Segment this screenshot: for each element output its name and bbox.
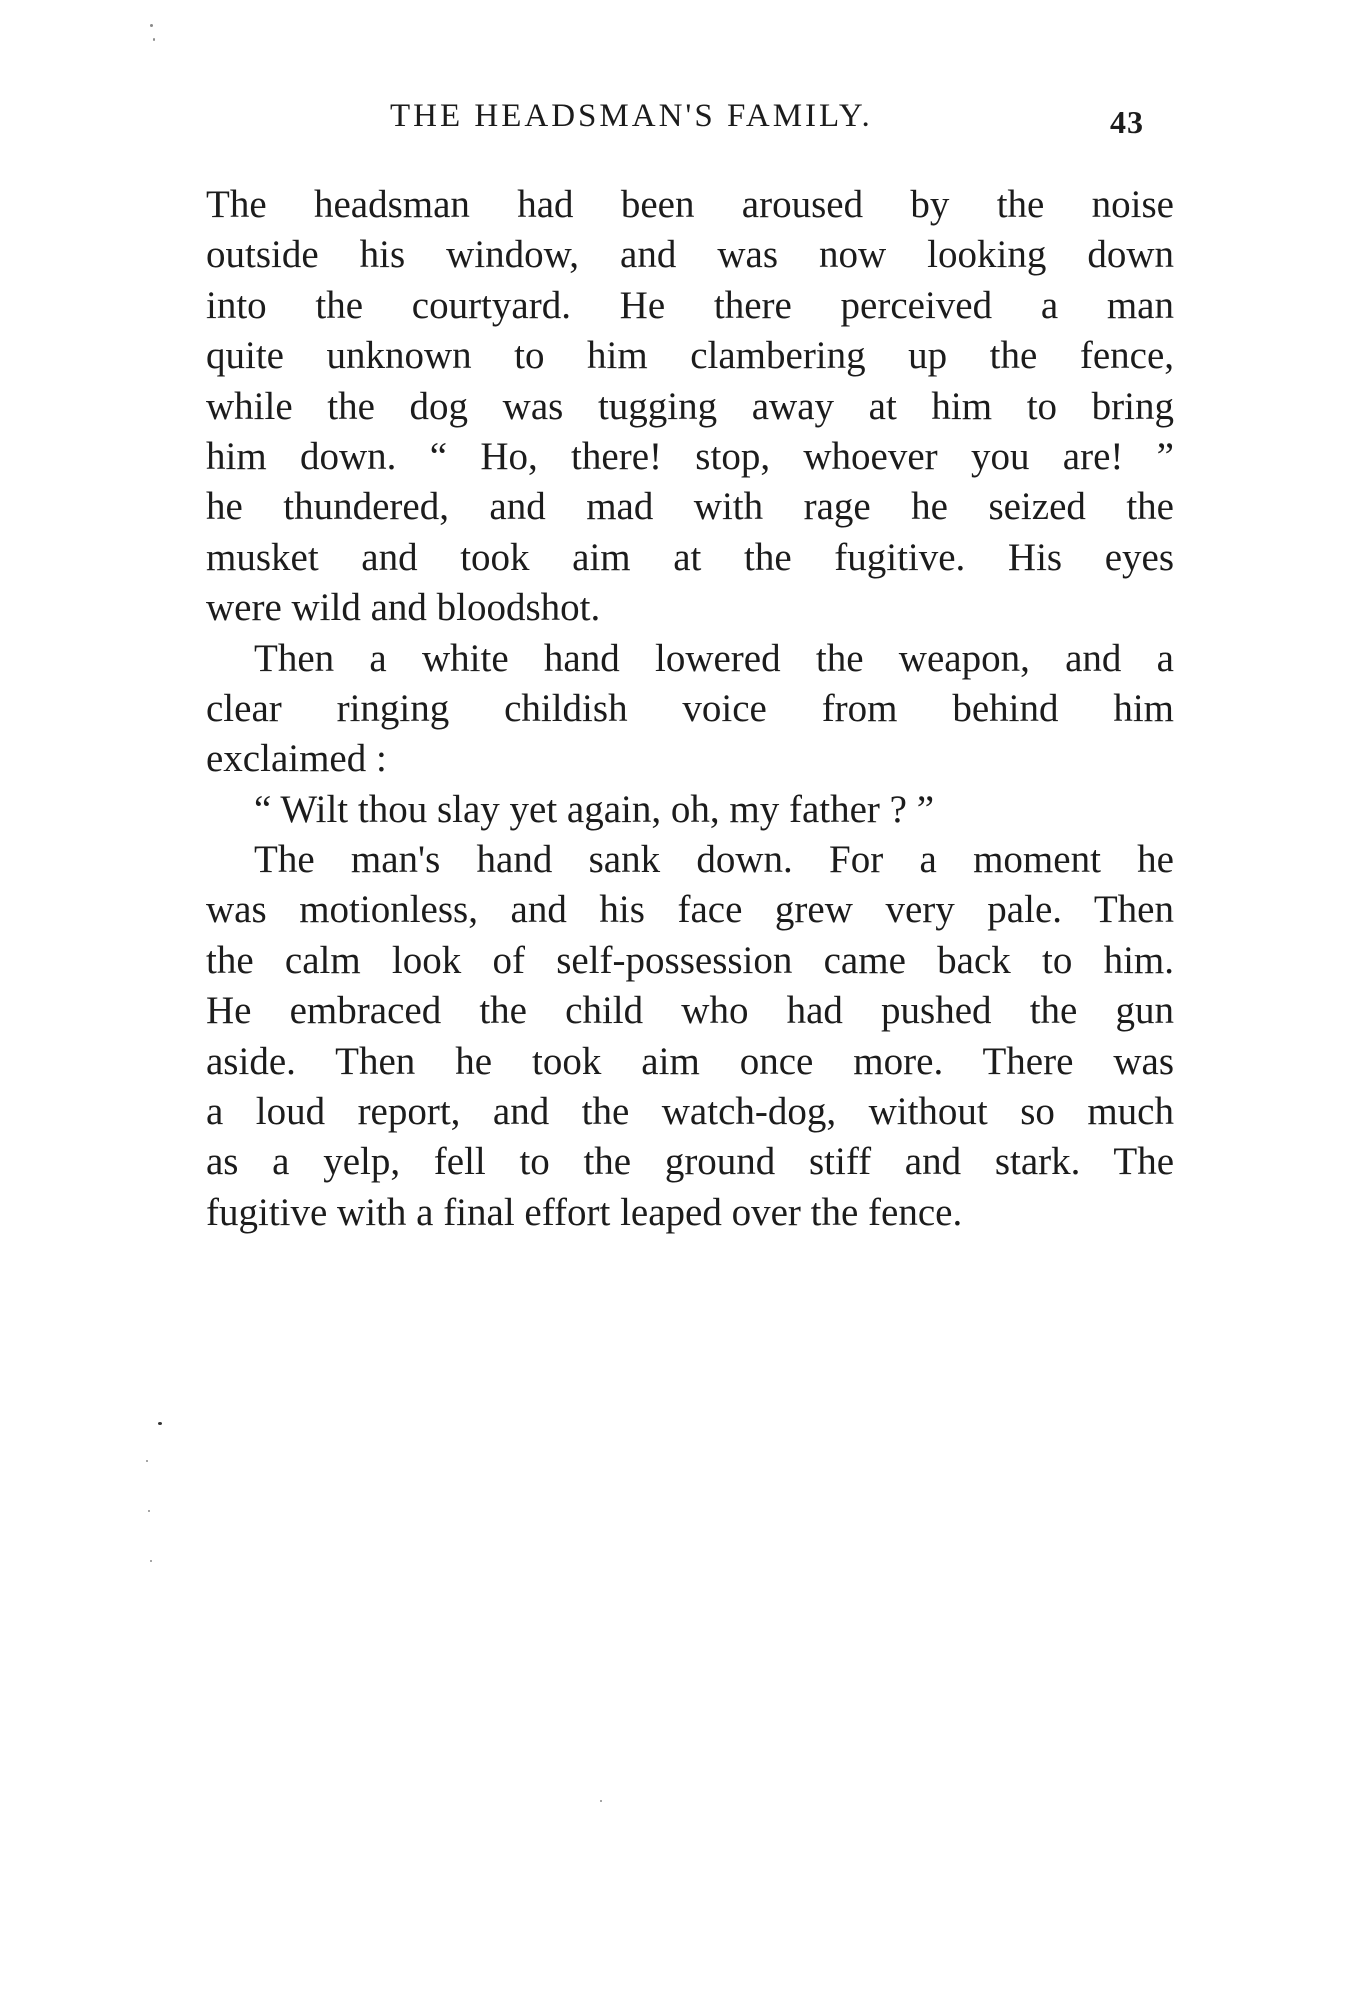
text-line: were wild and bloodshot. <box>206 586 601 630</box>
text-line: aside. Then he took aim once more. There was <box>206 1039 1174 1083</box>
text-line: as a yelp, fell to the ground stiff and stark. The <box>206 1140 1174 1184</box>
text-line: was motionless, and his face grew very pale. Then <box>206 888 1174 932</box>
scan-speck <box>150 24 153 27</box>
text-line: a loud report, and the watch-dog, without so much <box>206 1090 1174 1134</box>
text-line: the calm look of self-possession came back to him. <box>206 938 1174 982</box>
text-line: He embraced the child who had pushed the gun <box>206 989 1174 1033</box>
scan-speck <box>150 1560 152 1562</box>
text-line: he thundered, and mad with rage he seized the <box>206 485 1174 529</box>
scan-speck <box>600 1800 602 1802</box>
text-line: The man's hand sank down. For a moment he <box>254 838 1174 882</box>
text-line: musket and took aim at the fugitive. His eyes <box>206 535 1174 579</box>
text-line: fugitive with a final effort leaped over the fence. <box>206 1190 963 1234</box>
scan-speck <box>148 1510 150 1512</box>
scan-speck <box>158 1422 162 1425</box>
text-line: into the courtyard. He there perceived a man <box>206 283 1174 327</box>
text-line: quite unknown to him clambering up the fence, <box>206 334 1174 378</box>
text-line: outside his window, and was now looking down <box>206 233 1174 277</box>
text-line: while the dog was tugging away at him to bring <box>206 384 1174 428</box>
text-line: exclaimed : <box>206 737 387 781</box>
scan-speck <box>146 1460 148 1462</box>
text-line: clear ringing childish voice from behind him <box>206 686 1174 730</box>
page-number: 43 <box>1110 104 1144 140</box>
running-title: THE HEADSMAN'S FAMILY. <box>390 98 873 134</box>
text-line: Then a white hand lowered the weapon, and a <box>254 636 1174 680</box>
text-line: “ Wilt thou slay yet again, oh, my father ? ” <box>254 787 935 831</box>
text-line: The headsman had been aroused by the noise <box>206 183 1174 226</box>
body-text <box>206 180 1174 1238</box>
scan-speck <box>153 38 155 41</box>
text-line: him down. “ Ho, there! stop, whoever you are! ” <box>206 434 1174 478</box>
